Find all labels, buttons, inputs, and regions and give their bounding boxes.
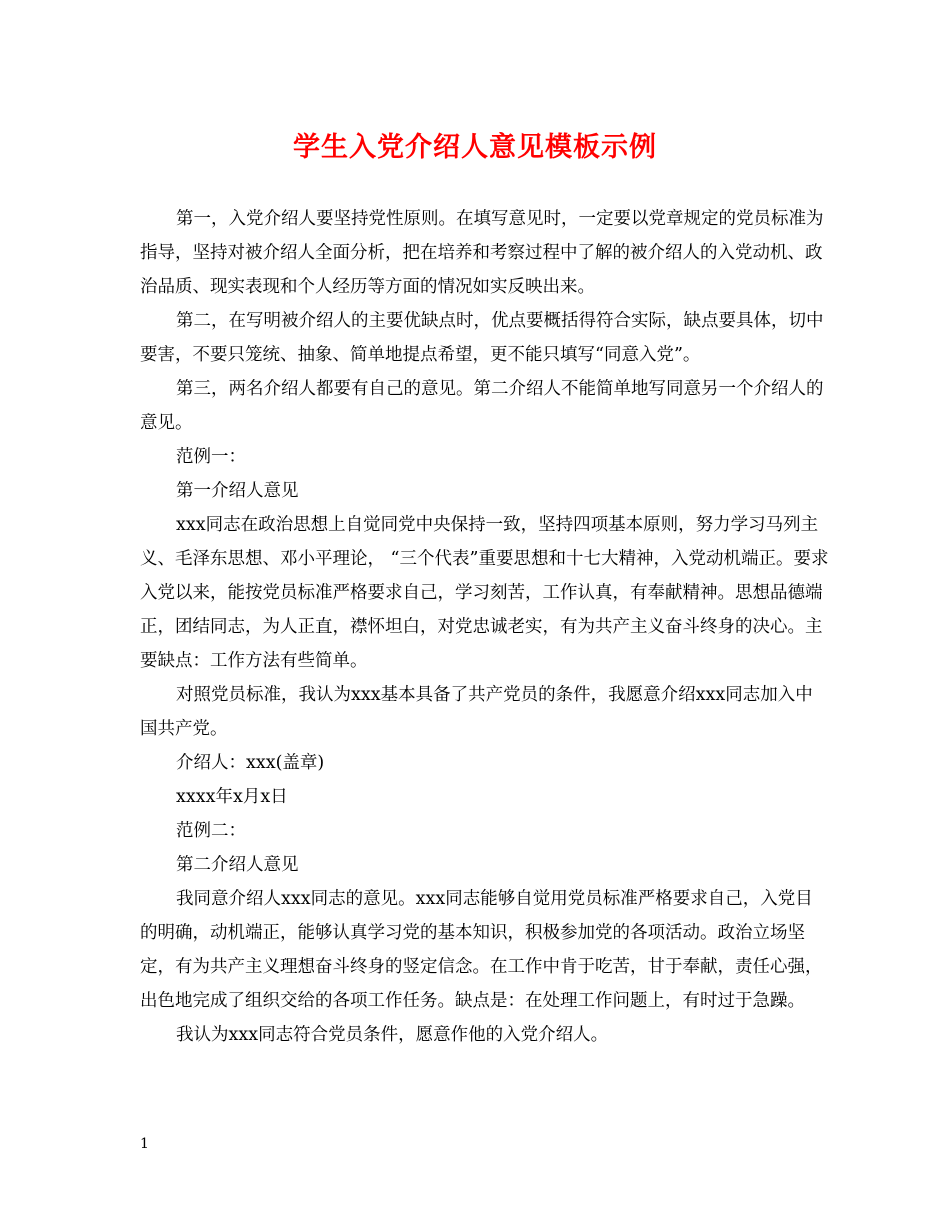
- first-introducer-heading: 第一介绍人意见: [176, 481, 299, 501]
- page-number: 1: [140, 1136, 149, 1152]
- second-introducer-heading: 第二介绍人意见: [176, 855, 299, 875]
- paragraph-principle-2: 第二，在写明被介绍人的主要优缺点时，优点要概括得符合实际，缺点要具体，切中要害，不要只笼统、抽象、简单地提点希望，更不能只填写“同意入党”。: [140, 311, 824, 365]
- example-2-opinion: 我同意介绍人xxx同志的意见。xxx同志能够自觉用党员标准严格要求自己，入党目的明确，动机端正，能够认真学习党的基本知识，积极参加党的各项活动。政治立场坚定，有为共产主义理想奋斗终身的竖定信念。在工作中肯于吃苦，甘于奉献，责任心强，出色地完成了组织交给的各项工作任务。缺点是：在处理工作问题上，有时过于急躁。: [140, 889, 823, 1011]
- document-body: [140, 202, 830, 1052]
- document-title: 学生入党介绍人意见模板示例: [293, 132, 657, 163]
- example-2-conclusion: 我认为xxx同志符合党员条件，愿意作他的入党介绍人。: [176, 1025, 609, 1045]
- paragraph-principle-1: 第一，入党介绍人要坚持党性原则。在填写意见时，一定要以党章规定的党员标准为指导，坚持对被介绍人全面分析，把在培养和考察过程中了解的被介绍人的入党动机、政治品质、现实表现和个人经历等方面的情况如实反映出来。: [140, 209, 824, 297]
- introducer-signature: 介绍人：xxx(盖章): [176, 753, 325, 773]
- example-1-heading: 范例一：: [176, 447, 246, 467]
- example-1-conclusion: 对照党员标准，我认为xxx基本具备了共产党员的条件，我愿意介绍xxx同志加入中国共产党。: [140, 685, 813, 739]
- paragraph-principle-3: 第三，两名介绍人都要有自己的意见。第二介绍人不能简单地写同意另一个介绍人的意见。: [140, 379, 824, 433]
- example-1-opinion: xxx同志在政治思想上自觉同党中央保持一致，坚持四项基本原则，努力学习马列主义、毛泽东思想、邓小平理论， “三个代表”重要思想和十七大精神，入党动机端正。要求入党以来，能按党员标准严格要求自己，学习刻苦，工作认真，有奉献精神。思想品德端正，团结同志，为人正直，襟怀坦白，对党忠诚老实，有为共产主义奋斗终身的决心。主要缺点：工作方法有些简单。: [140, 515, 829, 671]
- example-2-heading: 范例二：: [176, 821, 246, 841]
- signature-date: xxxx年x月x日: [176, 787, 288, 807]
